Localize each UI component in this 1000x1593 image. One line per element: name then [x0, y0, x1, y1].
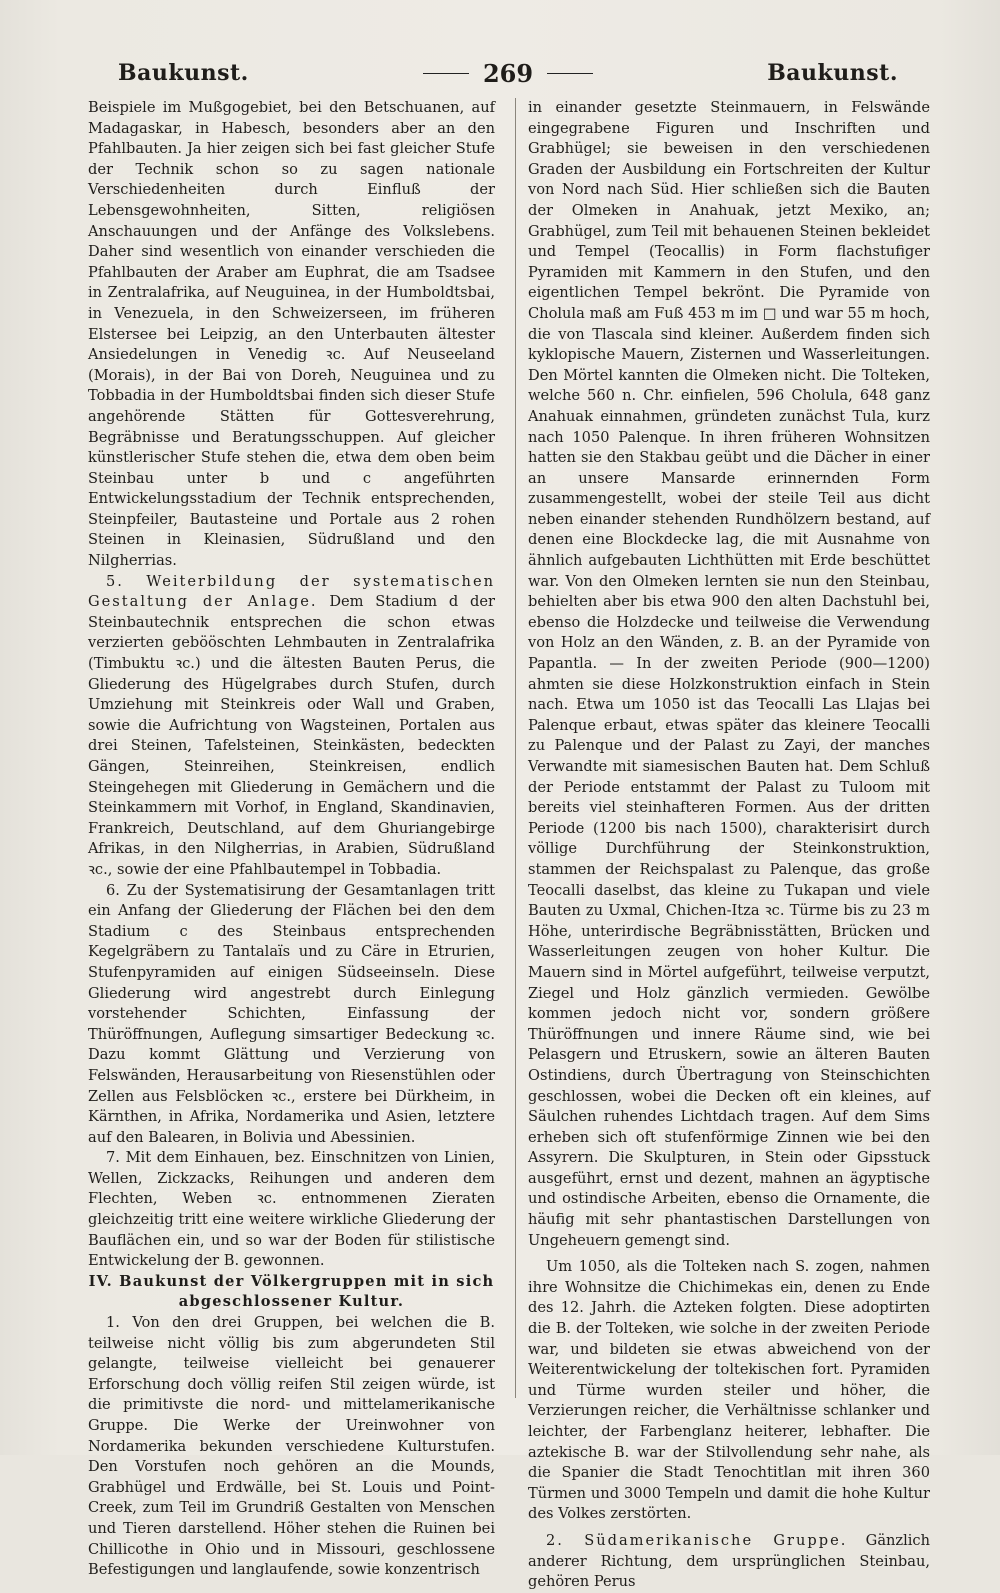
- text-columns: [88, 98, 938, 1591]
- page-number-block: [423, 59, 593, 88]
- page-number: 269: [482, 58, 534, 88]
- section-heading-iv: IV. Baukunst der Völkergruppen mit in sich abgeschlossener Kultur.: [88, 1272, 495, 1311]
- paragraph-pfahlbauten: Beispiele im Mußgogebiet, bei den Betschuanen, auf Madagaskar, in Habesch, besonders aber an den Pfahlbauten. Ja hier zeigen sich bei fast gleicher Stufe der Technik schon so zu sagen nationale Verschiedenheiten durch Einfluß der Lebensgewohnheiten, Sitten, religiösen Anschauungen und der Anfänge des Volkslebens. Daher sind wesentlich von einander verschieden die Pfahlbauten der Araber am Euphrat, die am Tsadsee in Zentralafrika, auf Neuguinea, in der Humboldtsbai, in Venezuela, in den Schweizerseen, im früheren Elstersee bei Leipzig, an den Unterbauten ältester Ansiedelungen in Venedig ꝛc. Auf Neuseeland (Morais), in der Bai von Doreh, Neuguinea und zu Tobbadia in der Humboldtsbai finden sich dieser Stufe angehörende Stätten für Gottesverehrung, Begräbnisse und Beratungsschuppen. Auf gleicher künstlerischer Stufe stehen die, etwa dem oben beim Steinbau unter b und c angeführten Entwickelungsstadium der Technik entsprechenden, Steinpfeiler, Bautasteine und Portale aus 2 rohen Steinen in Kleinasien, Südrußland und den Nilgherrias.: [88, 99, 495, 570]
- paragraph-azteken: Um 1050, als die Tolteken nach S. zogen, nahmen ihre Wohnsitze die Chichimekas ein, denen zu Ende des 12. Jahrh. die Azteken folgten. Diese adoptirten die B. der Tolteken, wie solche in der zweiten Periode war, und bildeten sie etwas abweichend von der Weiterentwickelung der toltekischen fort. Pyramiden und Türme wurden steiler und höher, die Verzierungen reicher, die Verhältnisse schlanker und leichter, der Farbenglanz heiterer, lebhafter. Die aztekische B. war der Stilvollendung sehr nahe, als die Spanier die Stadt Tenochtitlan mit ihren 360 Türmen und 3000 Tempeln und damit die hohe Kultur des Volkes zerstörten.: [528, 1258, 930, 1523]
- section-5-lead: 5. Weiterbildung der systematischen Gestaltung der Anlage.: [88, 572, 495, 611]
- running-head-left: Baukunst.: [118, 60, 249, 86]
- paragraph-suedamerika: [528, 1531, 930, 1593]
- section-2-text: Gänzlich anderer Richtung, dem ursprünglichen Steinbau, gehören Perus: [528, 1531, 931, 1591]
- right-column: [515, 98, 931, 1591]
- paragraph-einhauen: 7. Mit dem Einhauen, bez. Einschnitzen von Linien, Wellen, Zickzacks, Reihungen und anderen dem Flechten, Weben ꝛc. entnommenen Zieraten gleichzeitig tritt eine weitere wirkliche Gliederung der Bauflächen ein, und so war der Boden für stilistische Entwickelung der B. gewonnen.: [88, 1149, 495, 1270]
- paragraph-systematisirung: 6. Zu der Systematisirung der Gesamtanlagen tritt ein Anfang der Gliederung der Flächen bei den dem Stadium c des Steinbaus entsprechenden Kegelgräbern zu Tantalaïs und zu Cäre in Etrurien, Stufenpyramiden auf einigen Südseeinseln. Diese Gliederung wird angestrebt durch Einlegung vorstehender Schichten, Einfassung der Thüröffnungen, Auflegung simsartiger Bedeckung ꝛc. Dazu kommt Glättung und Verzierung von Felswänden, Herausarbeitung von Riesenstühlen oder Zellen aus Felsblöcken ꝛc., erstere bei Dürkheim, in Kärnthen, in Afrika, Nordamerika und Asien, letztere auf den Balearen, in Bolivia und Abessinien.: [88, 881, 495, 1146]
- section-5-text: Dem Stadium d der Steinbautechnik entsprechen die schon etwas verzierten gebööschten Lehmbauten in Zentralafrika (Timbuktu ꝛc.) und die ältesten Bauten Perus, die Gliederung des Hügelgrabes durch Stufen, durch Umziehung mit Steinkreis oder Wall und Graben, sowie die Aufrichtung von Wagsteinen, Portalen aus drei Steinen, Tafelsteinen, Steinkästen, bedeckten Gängen, Steinreihen, Steinkreisen, endlich Steingehegen mit Gliederung in Gemächern und die Steinkammern mit Vorhof, in England, Skandinavien, Frankreich, Deutschland, auf dem Ghuriangebirge Afrikas, in den Nilgherrias, in Arabien, Südrußland ꝛc., sowie der eine Pfahlbautempel in Tobbadia.: [88, 593, 496, 878]
- section-2-lead: 2. Südamerikanische Gruppe.: [546, 1531, 848, 1549]
- running-head-right: Baukunst.: [767, 60, 898, 86]
- paragraph-mittelamerika: in einander gesetzte Steinmauern, in Felswände eingegrabene Figuren und Inschriften und Grabhügel; sie beweisen in den verschiedenen Graden der Ausbildung ein Fortschreiten der Kultur von Nord nach Süd. Hier schließen sich die Bauten der Olmeken in Anahuak, jetzt Mexiko, an; Grabhügel, zum Teil mit behauenen Steinen bekleidet und Tempel (Teocallis) in Form flachstufiger Pyramiden mit Kammern in den Stufen, und den eigentlichen Tempel bekrönt. Die Pyramide von Cholula maß am Fuß 453 m im □ und war 55 m hoch, die von Tlascala sind kleiner. Außerdem finden sich kyklopische Mauern, Zisternen und Wasserleitungen. Den Mörtel kannten die Olmeken nicht. Die Tolteken, welche 560 n. Chr. einfielen, 596 Cholula, 648 ganz Anahuak einnahmen, gründeten zunächst Tula, kurz nach 1050 Palenque. In ihren früheren Wohnsitzen hatten sie den Stakbau geübt und die Dächer in einer an unsere Mansarde erinnernden Form zusammengestellt, wobei der steile Teil aus dicht neben einander stehenden Rundhölzern bestand, auf denen eine Blockdecke lag, die mit Ausnahme von ähnlich aufgebauten Lichthütten mit Erde beschüttet war. Von den Olmeken lernten sie nun den Steinbau, behielten aber bis etwa 900 den alten Dachstuhl bei, ebenso die Holzdecke und teilweise die Verwendung von Holz an den Wänden, z. B. an der Pyramide von Papantla. — In der zweiten Periode (900—1200) ahmten sie diese Holzkonstruktion einfach in Stein nach. Etwa um 1050 ist das Teocalli Las Llajas bei Palenque erbaut, etwas später das kleinere Teocalli zu Palenque und der Palast zu Zayi, der manches Verwandte mit siamesischen Bauten hat. Dem Schluß der Periode entstammt der Palast zu Tuloom mit bereits viel steinhafteren Formen. Aus der dritten Periode (1200 bis nach 1500), charakterisirt durch völlige Durchführung der Steinkonstruktion, stammen der Reichspalast zu Palenque, das große Teocalli daselbst, das kleine zu Tukapan und viele Bauten zu Uxmal, Chichen-Itza ꝛc. Türme bis zu 23 m Höhe, unterirdische Begräbnisstätten, Brücken und Wasserleitungen zeugen von hoher Kultur. Die Mauern sind in Mörtel aufgeführt, teilweise verputzt, Ziegel und Holz gänzlich vermieden. Gewölbe kommen jedoch nicht vor, sondern größere Thüröffnungen und innere Räume sind, wie bei Pelasgern und Etruskern, sowie an älteren Bauten Ostindiens, durch Übertragung von Steinschichten geschlossen, wobei die Decken oft ein kleines, auf Säulchen ruhendes Lichtdach tragen. Auf dem Sims erheben sich oft stufenförmige Zinnen wie bei den Assyrern. Die Skulpturen, in Stein oder Gipsstuck ausgeführt, ernst und dezent, mahnen an ägyptische und ostindische Arbeiten, ebenso die Ornamente, die häufig mit sehr phantastischen Darstellungen von Ungeheuern gemengt sind.: [528, 99, 930, 1249]
- running-head: [118, 56, 898, 90]
- header-rule-left: [423, 73, 469, 74]
- left-column: [88, 98, 503, 1579]
- paragraph-nordamerika: 1. Von den drei Gruppen, bei welchen die B. teilweise nicht völlig bis zum abgerundeten Stil gelangte, teilweise vielleicht bei genauerer Erforschung doch völlig reifen Stil zeigen würde, ist die primitivste die nord- und mittelamerikanische Gruppe. Die Werke der Ureinwohner von Nordamerika bekunden verschiedene Kulturstufen. Den Vorstufen noch gehören an die Mounds, Grabhügel und Erdwälle, bei St. Louis und Point-Creek, zum Teil im Grundriß Gestalten von Menschen und Tieren darstellend. Höher stehen die Ruinen bei Chillicothe in Ohio und in Missouri, geschlossene Befestigungen und langlaufende, sowie konzentrisch: [88, 1314, 495, 1579]
- header-rule-right: [547, 73, 593, 74]
- paragraph-weiterbildung: [88, 572, 495, 881]
